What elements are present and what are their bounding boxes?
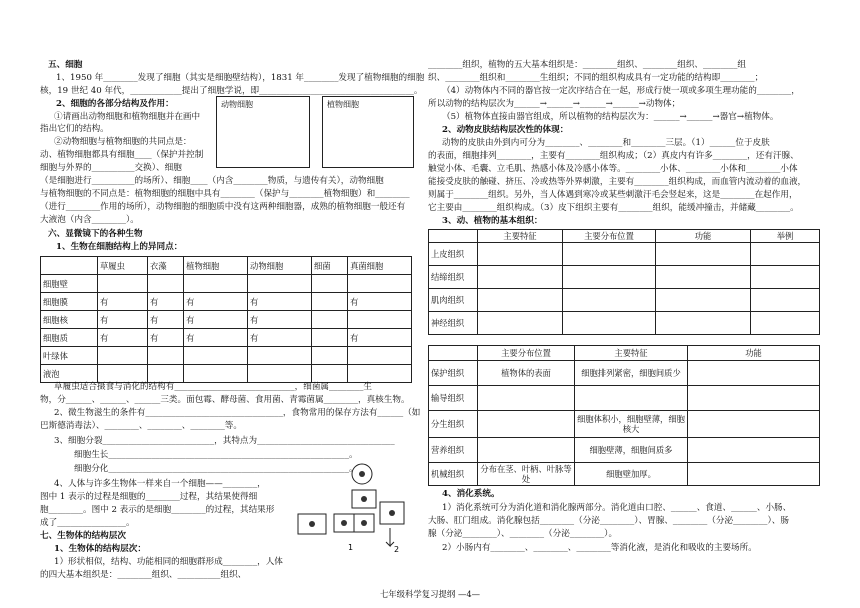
text-line: 与植物细胞的不同点是：植物细胞的细胞中具有________（保护与________植物细胞）和________ <box>40 189 410 199</box>
table-header-cell: 主要特征 <box>575 346 688 361</box>
table-header-cell: 主要特征 <box>478 230 563 243</box>
table-cell <box>478 411 575 438</box>
text-line: 它主要由________组织构成。（3）皮下组织主要有________组织，能缓冲撞击，并储藏________。 <box>428 203 799 213</box>
table-cell <box>184 275 248 293</box>
table-header-row <box>429 230 820 243</box>
table-header-cell: 草履虫 <box>98 257 148 275</box>
section-5-title: 五、细胞 <box>48 60 83 70</box>
table-row <box>41 311 412 329</box>
table-cell: 细胞壁薄，细胞间质多 <box>575 438 688 463</box>
table-cell <box>248 365 312 383</box>
text-line: 细胞生长________________________________________________________。 <box>74 450 358 460</box>
table-cell <box>688 438 820 463</box>
text-line: 大肠、肛门组成。消化腺包括________（分泌________）、胃腺、________（分泌________）、肠 <box>428 516 789 526</box>
table-row <box>429 386 820 411</box>
box-label: 动物细胞 <box>221 100 253 109</box>
table-cell: 有 <box>184 311 248 329</box>
text-line: 1、1950 年________发现了细胞（其实是细胞壁结构），1831 年________发现了植物细胞的细胞 <box>56 73 425 83</box>
text-line: 能接受皮肤的触碰、挤压、冷或热等外界刺激，主要有________组织构成，而血管内流动着的血液， <box>428 177 807 187</box>
text-line: 动物的皮肤由外到内可分为________、________和________三层。（1）______位于皮肤 <box>442 138 770 148</box>
table-header-cell: 衣藻 <box>148 257 184 275</box>
text-line: （进行________作用的场所），动物细胞的细胞质中没有这两种细胞器，成熟的植物细胞一般还有 <box>40 202 406 212</box>
text-line: ________组织，植物的五大基本组织是：________组织、________组织、________组 <box>428 60 746 70</box>
table-cell <box>688 386 820 411</box>
table-header-cell <box>429 230 478 243</box>
table-cell: 细胞壁加厚。 <box>575 463 688 486</box>
table-cell: 有 <box>148 329 184 347</box>
table-cell <box>184 365 248 383</box>
table-cell: 细胞体积小，细胞壁薄，细胞核大 <box>575 411 688 438</box>
table-cell <box>98 365 148 383</box>
table-cell <box>311 365 347 383</box>
table-cell: 机械组织 <box>429 463 478 486</box>
table-cell: 营养组织 <box>429 438 478 463</box>
table-header-cell <box>41 257 98 275</box>
table-row <box>41 329 412 347</box>
text-line: 巴斯德消毒法）、________、________、________等。 <box>40 421 242 431</box>
animal-cell-drawing-box <box>216 96 310 168</box>
table-cell: 有 <box>184 293 248 311</box>
text-line: 动、植物细胞都具有细胞____（保护并控制 <box>40 150 204 160</box>
cell-comparison-table <box>40 256 412 383</box>
page-footer: 七年级科学复习提纲 —4— <box>379 589 481 599</box>
table-row <box>429 411 820 438</box>
table-cell: 有 <box>248 293 312 311</box>
table-cell <box>148 365 184 383</box>
text-line: 胞________。图中 2 表示的是细胞________的过程，其结果形 <box>40 505 275 515</box>
table-header-cell <box>429 346 478 361</box>
table-header-cell: 动物细胞 <box>248 257 312 275</box>
table-cell: 有 <box>248 329 312 347</box>
table-cell: 有 <box>98 311 148 329</box>
table-cell: 有 <box>348 293 412 311</box>
subheading: 4、消化系统。 <box>442 489 500 499</box>
table-row <box>429 243 820 266</box>
plant-tissue-table <box>428 345 820 486</box>
plant-cell-drawing-box <box>322 96 414 168</box>
subheading: 2、动物皮肤结构层次性的体现： <box>442 125 569 135</box>
text-line: ②动物细胞与植物细胞的共同点是： <box>54 137 192 147</box>
subheading: 3、动、植物的基本组织： <box>442 216 543 226</box>
text-line: 则属于________组织。另外，当人体遇到寒冷或某些刺激汗毛会竖起来，这是________在起作用， <box>428 190 798 200</box>
table-cell: 叶绿体 <box>41 347 98 365</box>
table-header-cell: 主要分布位置 <box>563 230 656 243</box>
table-row <box>41 347 412 365</box>
table-header-cell: 功能 <box>688 346 820 361</box>
table-cell <box>311 311 347 329</box>
table-cell <box>688 463 820 486</box>
table-cell: 有 <box>248 311 312 329</box>
text-line: 核，19 世纪 40 年代，____________提出了细胞学说，即____________________________________。 <box>40 86 423 96</box>
table-cell <box>98 275 148 293</box>
text-line: 细胞与外界的__________交换）、细胞 <box>40 163 182 173</box>
table-cell: 有 <box>148 293 184 311</box>
text-line: 细胞分化________________________________________________________。 <box>74 464 358 474</box>
text-line: 的四大基本组织是：________组织、__________组织、 <box>40 570 247 580</box>
table-header-cell: 主要分布位置 <box>478 346 575 361</box>
table-cell: 肌肉组织 <box>429 289 478 312</box>
table-header-row <box>41 257 412 275</box>
text-line: 触觉小体、毛囊、立毛肌、热感小体及冷感小体等。________小体、________小体和________小体 <box>428 164 798 174</box>
table-row <box>429 361 820 386</box>
table-cell <box>688 411 820 438</box>
svg-text:1: 1 <box>348 543 354 552</box>
table-row <box>41 275 412 293</box>
table-row <box>429 312 820 335</box>
text-line: 织、________组织和________生组织；不同的组织构成具有一定功能的结构即________； <box>428 73 764 83</box>
text-line: 指出它们的结构。 <box>40 124 109 134</box>
table-cell <box>248 347 312 365</box>
section-6-title: 六、显微镜下的各种生物 <box>48 229 143 239</box>
table-row <box>429 266 820 289</box>
subheading: 1、生物在细胞结构上的异同点： <box>56 242 183 252</box>
table-cell: 结缔组织 <box>429 266 478 289</box>
table-cell <box>311 329 347 347</box>
table-cell <box>98 347 148 365</box>
text-line: 物，分______、______、______三类。面包霉、酵母菌、食用菌、青霉菌属________，真核生物。 <box>40 395 410 405</box>
table-cell <box>248 275 312 293</box>
table-cell <box>148 347 184 365</box>
table-cell: 植物体的表面 <box>478 361 575 386</box>
text-line: 所以动物的结构层次为______→______→______→______→动物体； <box>428 99 681 109</box>
table-header-row <box>429 346 820 361</box>
text-line: 成了________________。 <box>40 518 135 528</box>
table-cell <box>148 275 184 293</box>
animal-tissue-table <box>428 229 820 335</box>
table-header-cell: 真菌细胞 <box>348 257 412 275</box>
text-line: ①请画出动物细胞和植物细胞并在画中 <box>54 112 201 122</box>
table-row <box>429 463 820 486</box>
text-line: 1）消化系统可分为消化道和消化腺两部分。消化道由口腔、______、食道、______、小肠、 <box>442 503 792 513</box>
table-cell <box>478 438 575 463</box>
table-cell <box>348 275 412 293</box>
text-line: 4、人体与许多生物体一样来自一个细胞——________， <box>54 479 266 489</box>
table-cell: 细胞核 <box>41 311 98 329</box>
table-cell: 细胞壁 <box>41 275 98 293</box>
table-cell <box>184 347 248 365</box>
table-cell <box>311 347 347 365</box>
text-line: 图中 1 表示的过程是细胞的________过程，其结果使得细 <box>40 492 258 502</box>
text-line: 腺（分泌________）、________（分泌________）。 <box>428 529 618 539</box>
table-cell: 输导组织 <box>429 386 478 411</box>
table-cell <box>478 386 575 411</box>
table-row <box>41 293 412 311</box>
table-cell: 细胞排列紧密，细胞间质少 <box>575 361 688 386</box>
table-cell <box>688 361 820 386</box>
table-cell: 细胞质 <box>41 329 98 347</box>
table-header-cell: 举例 <box>751 230 820 243</box>
table-cell <box>575 386 688 411</box>
text-line: （是细胞进行__________的场所）、细胞____（内含________物质，与遗传有关），动物细胞 <box>40 176 384 186</box>
table-cell: 上皮组织 <box>429 243 478 266</box>
text-line: 草履虫适合摄食与消化的结构有____________________________，细菌属________生 <box>54 382 372 392</box>
table-header-cell: 功能 <box>656 230 751 243</box>
table-row <box>41 365 412 383</box>
table-row <box>429 438 820 463</box>
table-cell: 有 <box>348 329 412 347</box>
table-row <box>429 289 820 312</box>
table-cell: 分布在茎、叶柄、叶脉等处 <box>478 463 575 486</box>
table-cell: 细胞膜 <box>41 293 98 311</box>
text-line: （5）植物体直接由器官组成，所以植物的结构层次为：______→______→器官→植物体。 <box>442 112 779 122</box>
text-line: 3、细胞分裂__________________________，其特点为________________________________ <box>54 436 395 446</box>
text-line: 的表面，细胞排列________，主要有________组织构成；（2）真皮内有许多________，还有汗腺、 <box>428 151 799 161</box>
table-cell <box>311 293 347 311</box>
table-cell <box>348 311 412 329</box>
text-line: 大液泡（内含________）。 <box>40 215 139 225</box>
table-cell: 保护组织 <box>429 361 478 386</box>
table-cell: 有 <box>148 311 184 329</box>
table-cell <box>348 365 412 383</box>
table-cell: 有 <box>98 293 148 311</box>
text-line: 2、微生物滋生的条件有________________________________，食物常用的保存方法有______（如 <box>54 408 421 418</box>
table-header-cell: 植物细胞 <box>184 257 248 275</box>
text-line: （4）动物体内不同的器官按一定次序结合在一起，形成行使一项或多项生理功能的________， <box>442 86 800 96</box>
table-cell: 液泡 <box>41 365 98 383</box>
text-line: 1）形状相似，结构、功能相同的细胞群形成________，人体 <box>54 557 283 567</box>
subheading: 2、细胞的各部分结构及作用： <box>56 99 174 109</box>
subheading: 1、生物体的结构层次： <box>54 544 146 554</box>
table-cell <box>311 275 347 293</box>
table-cell: 分生组织 <box>429 411 478 438</box>
table-cell: 神经组织 <box>429 312 478 335</box>
table-cell <box>348 347 412 365</box>
table-header-cell: 细菌 <box>311 257 347 275</box>
box-label: 植物细胞 <box>327 100 359 109</box>
section-7-title: 七、生物体的结构层次 <box>40 531 126 541</box>
table-cell: 有 <box>184 329 248 347</box>
svg-text:2: 2 <box>394 545 400 554</box>
text-line: 2）小肠内有________、________、________等消化液，是消化和吸收的主要场所。 <box>442 543 757 553</box>
table-cell: 有 <box>98 329 148 347</box>
